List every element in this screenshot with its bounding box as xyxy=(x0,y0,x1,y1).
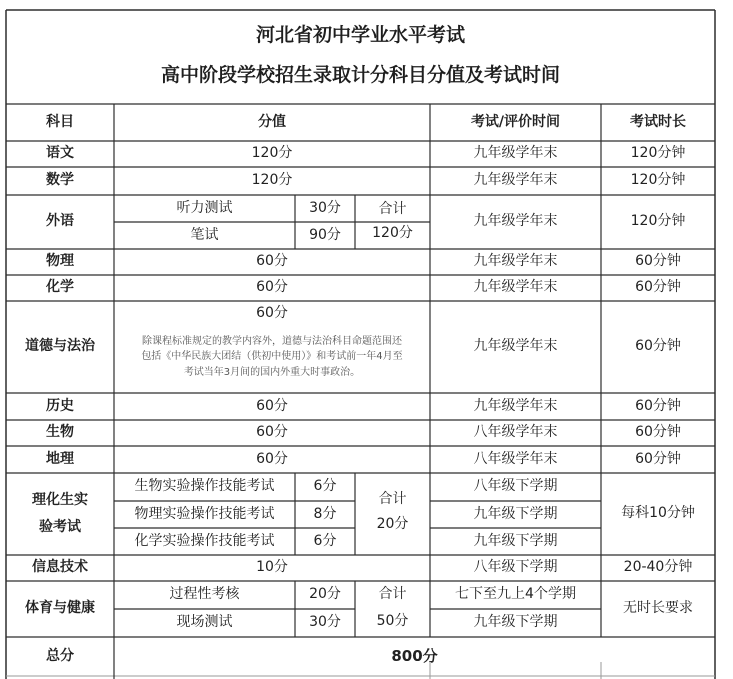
lab-part-name: 化学实验操作技能考试 xyxy=(134,532,275,549)
pe-part-name: 现场测试 xyxy=(176,614,233,631)
duration-biology: 60分钟 xyxy=(635,424,681,441)
page-title-line1: 河北省初中学业水平考试 xyxy=(255,24,465,47)
time-physics: 九年级学年末 xyxy=(473,253,558,270)
score-physics: 60分 xyxy=(256,253,288,270)
header-duration: 考试时长 xyxy=(630,113,686,130)
subject-history: 历史 xyxy=(46,397,74,414)
score-math: 120分 xyxy=(251,172,293,189)
subject-foreign: 外语 xyxy=(46,213,74,230)
duration-chinese: 120分钟 xyxy=(630,145,686,162)
lab-sum-value: 20分 xyxy=(376,516,409,533)
duration-math: 120分钟 xyxy=(630,172,686,189)
time-it: 八年级下学期 xyxy=(473,559,558,576)
pe-part-score: 20分 xyxy=(309,586,341,603)
time-math: 九年级学年末 xyxy=(473,172,558,189)
subject-math: 数学 xyxy=(46,172,74,189)
foreign-sum-label: 合计 xyxy=(378,201,407,218)
foreign-part-score: 90分 xyxy=(309,226,341,243)
subject-pe: 体育与健康 xyxy=(25,600,95,617)
duration-chemistry: 60分钟 xyxy=(635,279,681,296)
duration-lab: 每科10分钟 xyxy=(621,505,695,522)
time-chemistry: 九年级学年末 xyxy=(473,279,558,296)
subject-it: 信息技术 xyxy=(32,559,88,576)
time-history: 九年级学年末 xyxy=(473,397,558,414)
lab-part-score: 6分 xyxy=(313,478,337,495)
score-chinese: 120分 xyxy=(251,145,293,162)
pe-part-time: 九年级下学期 xyxy=(473,614,558,631)
lab-part-score: 6分 xyxy=(313,532,337,549)
time-foreign: 九年级学年末 xyxy=(473,213,558,230)
morality-scope-note: 除课程标准规定的教学内容外，道德与法治科目命题范围还包括《中华民族大团结（供初中使用）》和考试前一年4月至考试当年3月间的国内外重大时事政治。 xyxy=(141,335,403,378)
duration-it: 20-40分钟 xyxy=(623,559,693,576)
foreign-sum-value: 120分 xyxy=(372,225,413,242)
score-history: 60分 xyxy=(256,397,288,414)
score-total: 800分 xyxy=(391,647,438,666)
lab-part-time: 八年级下学期 xyxy=(473,478,558,495)
time-chinese: 九年级学年末 xyxy=(473,145,558,162)
score-biology: 60分 xyxy=(256,424,288,441)
lab-part-name: 物理实验操作技能考试 xyxy=(134,505,275,522)
subject-geography: 地理 xyxy=(46,450,74,467)
pe-part-score: 30分 xyxy=(309,614,341,631)
score-it: 10分 xyxy=(256,559,288,576)
score-chemistry: 60分 xyxy=(256,279,288,296)
duration-geography: 60分钟 xyxy=(635,450,681,467)
duration-foreign: 120分钟 xyxy=(630,213,686,230)
page-title-line2: 高中阶段学校招生录取计分科目分值及考试时间 xyxy=(160,64,560,87)
duration-pe: 无时长要求 xyxy=(623,600,693,617)
subject-total: 总分 xyxy=(46,647,74,664)
time-biology: 八年级学年末 xyxy=(473,424,558,441)
subject-biology: 生物 xyxy=(46,424,74,441)
header-subject: 科目 xyxy=(46,113,74,130)
subject-morality: 道德与法治 xyxy=(25,338,95,355)
lab-sum-label: 合计 xyxy=(378,491,407,508)
time-geography: 八年级学年末 xyxy=(473,450,558,467)
pe-sum-label: 合计 xyxy=(378,586,407,603)
foreign-part-name: 笔试 xyxy=(190,226,219,243)
lab-part-time: 九年级下学期 xyxy=(473,532,558,549)
foreign-part-name: 听力测试 xyxy=(176,199,233,216)
duration-history: 60分钟 xyxy=(635,397,681,414)
duration-morality: 60分钟 xyxy=(635,338,681,355)
pe-part-name: 过程性考核 xyxy=(169,586,240,603)
time-morality: 九年级学年末 xyxy=(473,338,558,355)
subject-physics: 物理 xyxy=(46,253,74,270)
lab-part-score: 8分 xyxy=(313,505,337,522)
score-geography: 60分 xyxy=(256,450,288,467)
header-exam-time: 考试/评价时间 xyxy=(470,113,561,130)
foreign-part-score: 30分 xyxy=(309,199,341,216)
lab-part-name: 生物实验操作技能考试 xyxy=(134,478,275,495)
subject-chinese: 语文 xyxy=(46,145,74,162)
subject-lab: 理化生实验考试 xyxy=(32,492,88,535)
pe-part-time: 七下至九上4个学期 xyxy=(455,586,576,603)
score-morality: 60分 xyxy=(256,305,288,322)
duration-physics: 60分钟 xyxy=(635,253,681,270)
header-score: 分值 xyxy=(258,113,286,130)
lab-part-time: 九年级下学期 xyxy=(473,505,558,522)
subject-chemistry: 化学 xyxy=(46,279,74,296)
pe-sum-value: 50分 xyxy=(376,613,409,630)
